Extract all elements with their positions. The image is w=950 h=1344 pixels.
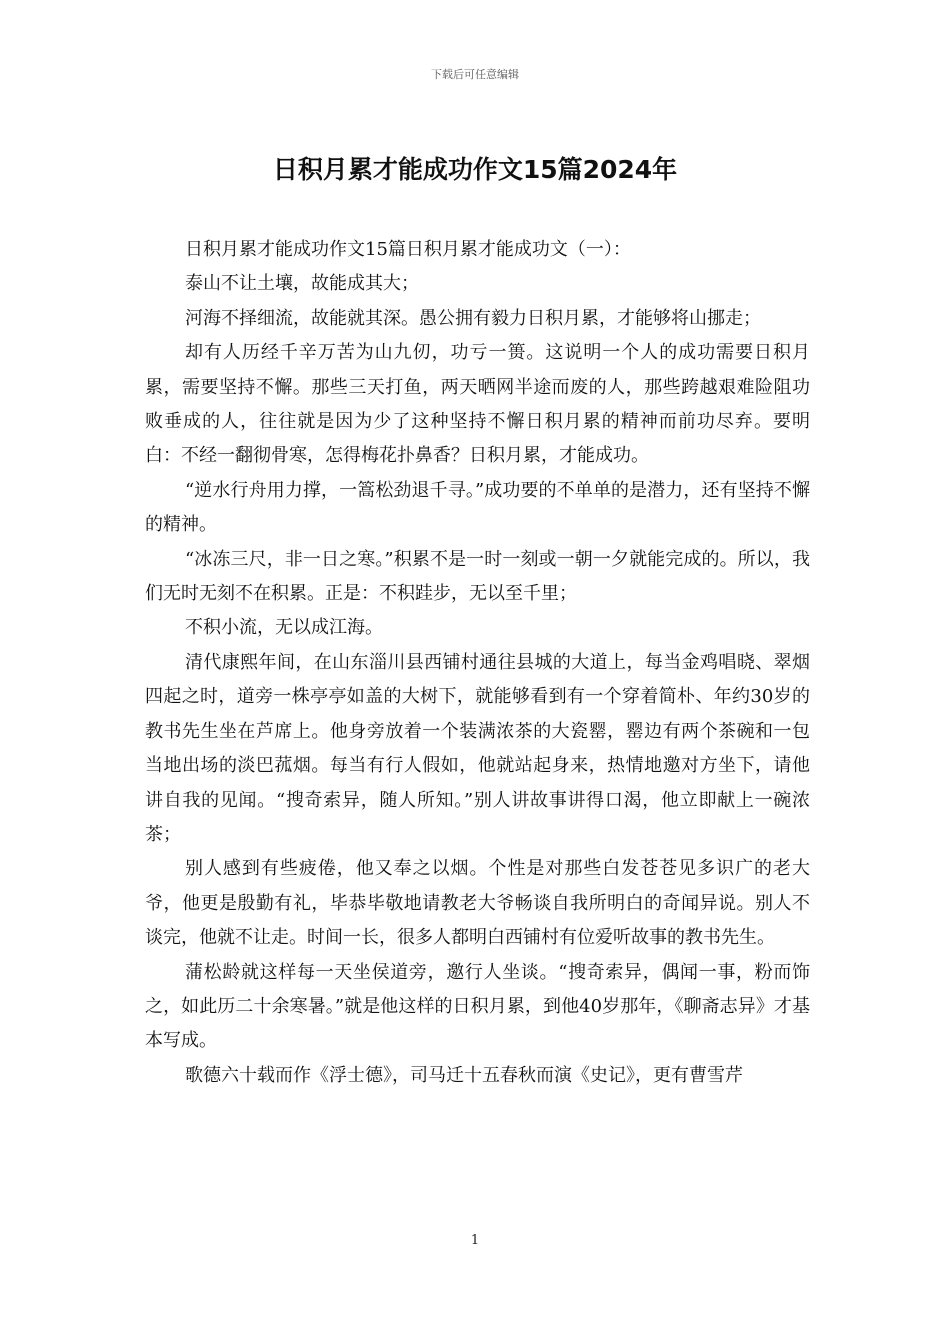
paragraph: 蒲松龄就这样每一天坐侯道旁，邀行人坐谈。“搜奇索异，偶闻一事，粉而饰之，如此历二十余寒暑。”就是他这样的日积月累，到他40岁那年，《聊斋志异》才基本写成。	[145, 961, 810, 1052]
paragraph: 不积小流，无以成江海。	[185, 617, 383, 639]
paragraph: “逆水行舟用力撑，一篙松劲退千寻。”成功要的不单单的是潜力，还有坚持不懈的精神。	[145, 479, 810, 536]
paragraph: 歌德六十载而作《浮士德》，司马迁十五春秋而演《史记》，更有曹雪芹	[185, 1064, 743, 1086]
paragraph: 河海不择细流，故能就其深。愚公拥有毅力日积月累，才能够将山挪走；	[185, 307, 761, 329]
paragraph: “冰冻三尺，非一日之寒。”积累不是一时一刻或一朝一夕就能完成的。所以，我们无时无刻不在积累。正是：不积跬步，无以至千里；	[145, 548, 810, 605]
paragraph: 却有人历经千辛万苦为山九仞，功亏一篑。这说明一个人的成功需要日积月累，需要坚持不懈。那些三天打鱼，两天晒网半途而废的人，那些跨越艰难险阻功败垂成的人，往往就是因为少了这种坚持不懈日积月累的精神而前功尽弃。要明白：不经一翻彻骨寒，怎得梅花扑鼻香？日积月累，才能成功。	[145, 342, 810, 467]
document-title: 日积月累才能成功作文15篇2024年	[272, 155, 678, 184]
paragraph: 日积月累才能成功作文15篇日积月累才能成功文（一）：	[185, 239, 631, 260]
page-number: 1	[470, 1233, 480, 1248]
paragraph: 清代康熙年间，在山东淄川县西铺村通往县城的大道上，每当金鸡唱晓、翠烟四起之时，道旁一株亭亭如盖的大树下，就能够看到有一个穿着简朴、年约30岁的教书先生坐在芦席上。他身旁放着一个装满浓茶的大瓷罂，罂边有两个茶碗和一包当地出场的淡巴菰烟。每当有行人假如，他就站起身来，热情地邀对方坐下，请他讲自我的见闻。“搜奇索异，随人所知。”别人讲故事讲得口渴，他立即献上一碗浓茶；	[145, 651, 810, 845]
document-body	[145, 233, 810, 1093]
paragraph: 泰山不让土壤，故能成其大；	[185, 273, 419, 295]
paragraph: 别人感到有些疲倦，他又奉之以烟。个性是对那些白发苍苍见多识广的老大爷，他更是殷勤有礼，毕恭毕敬地请教老大爷畅谈自我所明白的奇闻异说。别人不谈完，他就不让走。时间一长，很多人都明白西铺村有位爱听故事的教书先生。	[145, 858, 810, 949]
header-note: 下载后可任意编辑	[431, 68, 519, 81]
